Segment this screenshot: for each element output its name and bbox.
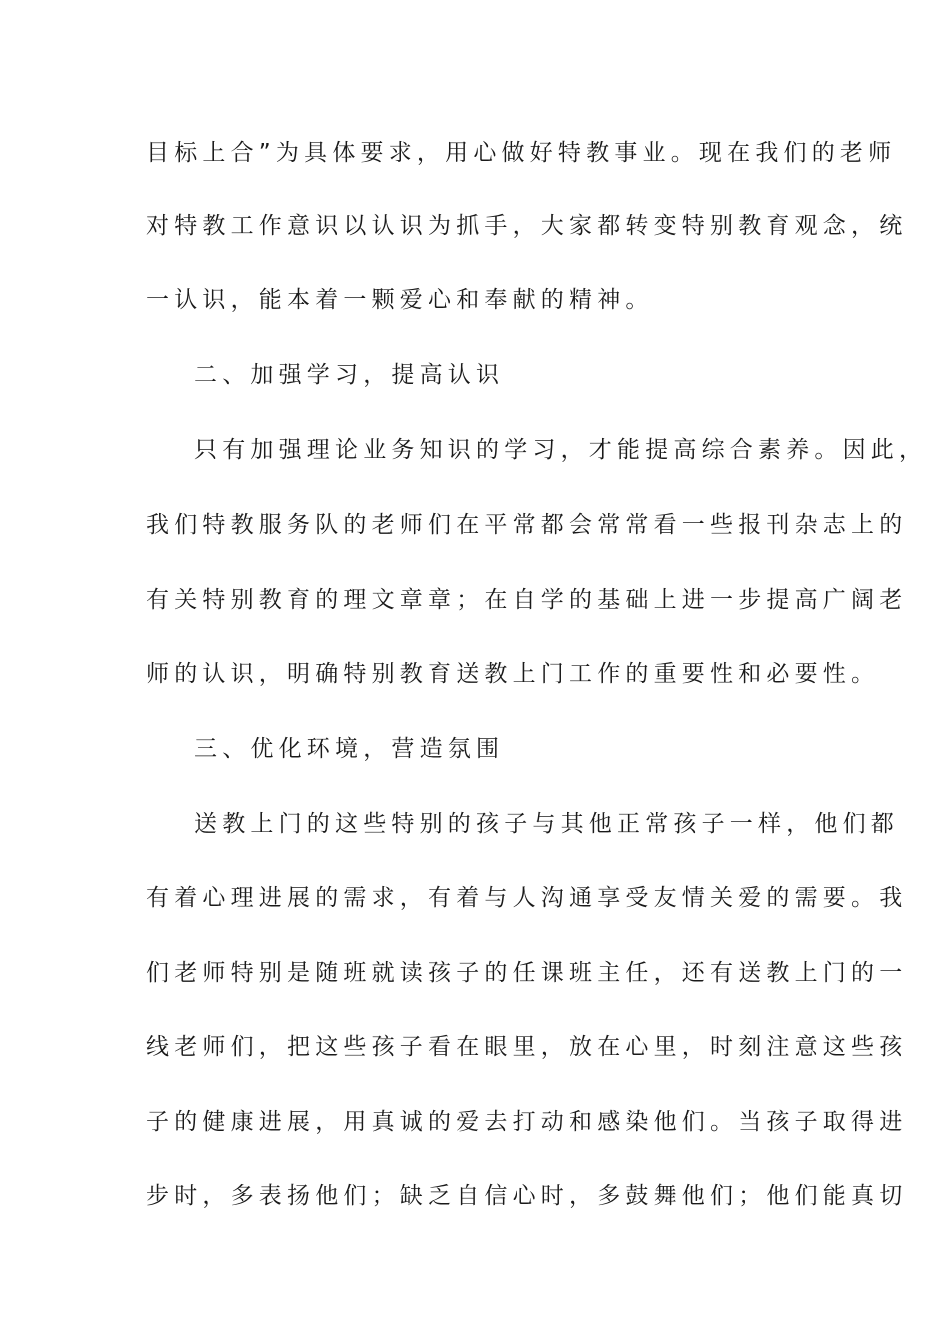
paragraph-line: 们老师特别是随班就读孩子的任课班主任，还有送教上门的一	[146, 960, 908, 986]
paragraph-line: 送教上门的这些特别的孩子与其他正常孩子一样，他们都	[194, 811, 899, 837]
paragraph-line: 我们特教服务队的老师们在平常都会常常看一些报刊杂志上的	[146, 512, 908, 538]
paragraph-line: 只有加强理论业务知识的学习，才能提高综合素养。因此，	[194, 437, 928, 463]
paragraph-line: 对特教工作意识以认识为抓手，大家都转变特别教育观念，统	[146, 213, 908, 239]
paragraph-line: 有着心理进展的需求，有着与人沟通享受友情关爱的需要。我	[146, 885, 908, 911]
paragraph-line: 步时，多表扬他们；缺乏自信心时，多鼓舞他们；他们能真切	[146, 1183, 908, 1209]
paragraph-line: 子的健康进展，用真诚的爱去打动和感染他们。当孩子取得进	[146, 1109, 908, 1135]
paragraph-line: 师的认识，明确特别教育送教上门工作的重要性和必要性。	[146, 661, 880, 687]
section-heading: 二、加强学习，提高认识	[194, 362, 505, 388]
paragraph-line: 一认识，能本着一颗爱心和奉献的精神。	[146, 287, 654, 313]
paragraph-line: 有关特别教育的理文章章；在自学的基础上进一步提高广阔老	[146, 587, 908, 613]
section-heading: 三、优化环境，营造氛围	[194, 736, 505, 762]
paragraph-line: 目标上合”为具体要求，用心做好特教事业。现在我们的老师	[146, 140, 897, 166]
paragraph-line: 线老师们，把这些孩子看在眼里，放在心里，时刻注意这些孩	[146, 1034, 908, 1060]
